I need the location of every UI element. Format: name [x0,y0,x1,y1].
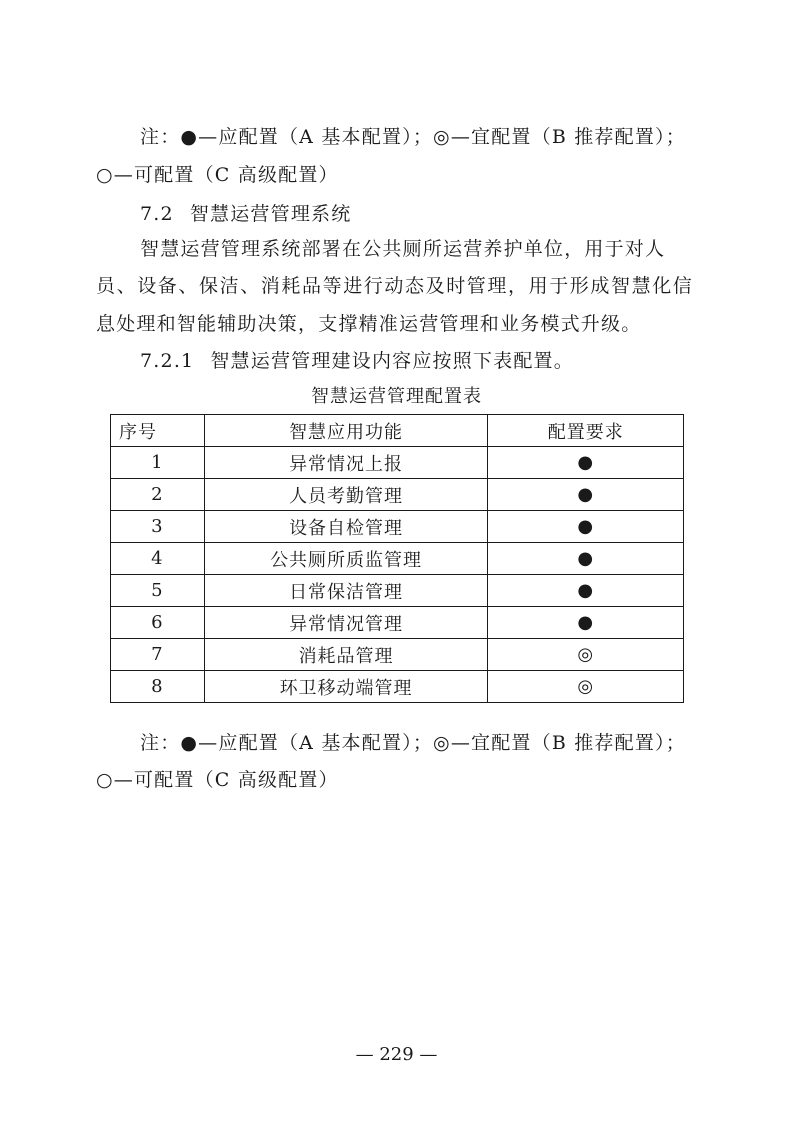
row-function: 异常情况上报 [204,447,488,479]
header-requirement: 配置要求 [488,415,684,447]
row-no: 7 [111,639,205,671]
row-no: 8 [111,671,205,703]
row-no: 6 [111,607,205,639]
row-requirement: ● [488,575,684,607]
table-row [111,511,684,543]
section-title: 智慧运营管理系统 [189,203,352,225]
config-table [110,414,684,703]
row-no: 4 [111,543,205,575]
subsection-number: 7.2.1 [140,350,195,372]
table-row [111,639,684,671]
row-requirement: ● [488,511,684,543]
header-function: 智慧应用功能 [204,415,488,447]
row-requirement: ◎ [488,639,684,671]
subsection-heading [140,349,574,373]
row-function: 人员考勤管理 [204,479,488,511]
note-top-line-2: ○—可配置（C 高级配置） [96,164,339,186]
paragraph-line-2: 员、设备、保洁、消耗品等进行动态及时管理，用于形成智慧化信 [96,275,694,297]
row-function: 公共厕所质监管理 [204,543,488,575]
row-no: 5 [111,575,205,607]
row-no: 3 [111,511,205,543]
row-no: 2 [111,479,205,511]
note-bottom-line-1: 注：●—应配置（A 基本配置）；◎—宜配置（B 推荐配置）； [140,732,686,754]
table-row [111,607,684,639]
row-requirement: ● [488,543,684,575]
table-row [111,671,684,703]
table-title: 智慧运营管理配置表 [311,386,482,407]
section-heading [140,202,351,226]
subsection-text: 智慧运营管理建设内容应按照下表配置。 [210,350,574,372]
page-number: — 229 — [355,1044,438,1065]
row-function: 异常情况管理 [204,607,488,639]
table-header-row [111,415,684,447]
row-no: 1 [111,447,205,479]
table-row [111,447,684,479]
row-function: 日常保洁管理 [204,575,488,607]
row-requirement: ● [488,607,684,639]
row-function: 环卫移动端管理 [204,671,488,703]
table-row [111,575,684,607]
row-requirement: ● [488,447,684,479]
paragraph-line-3: 息处理和智能辅助决策，支撑精准运营管理和业务模式升级。 [96,313,642,335]
row-function: 设备自检管理 [204,511,488,543]
row-requirement: ◎ [488,671,684,703]
table-row [111,543,684,575]
paragraph-line-1: 智慧运营管理系统部署在公共厕所运营养护单位，用于对人 [140,238,666,260]
note-bottom-line-2: ○—可配置（C 高级配置） [96,769,339,791]
table-row [111,479,684,511]
note-top-line-1: 注：●—应配置（A 基本配置）；◎—宜配置（B 推荐配置）； [140,126,686,148]
header-no: 序号 [111,415,205,447]
row-requirement: ● [488,479,684,511]
row-function: 消耗品管理 [204,639,488,671]
section-number: 7.2 [140,203,174,225]
